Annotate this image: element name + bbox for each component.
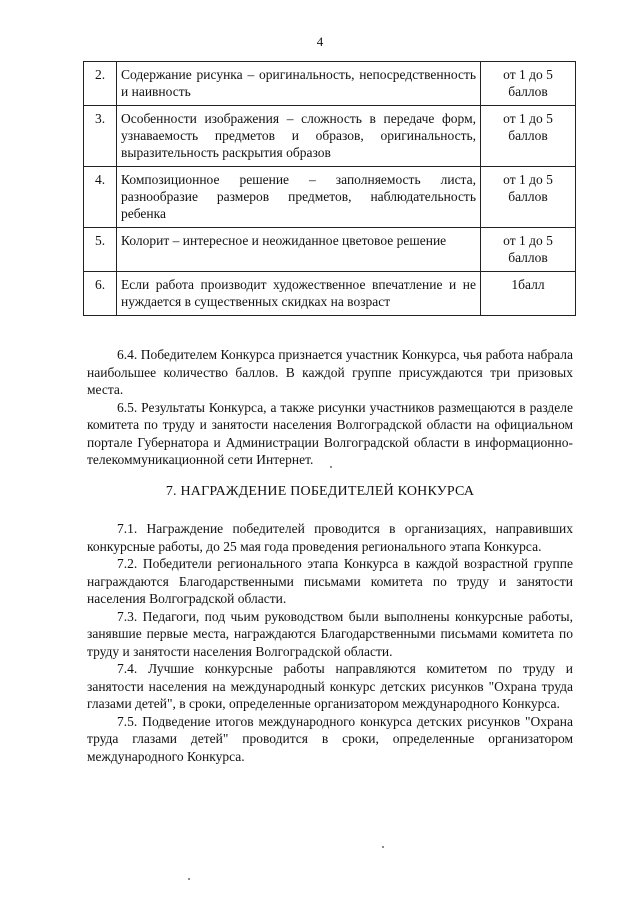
criterion-text: Особенности изображения – сложность в передаче форм, узнаваемость предметов и образов, оригинальность, выразительность раскрытия образов bbox=[117, 106, 481, 167]
criterion-score: от 1 до 5 баллов bbox=[481, 167, 576, 228]
paragraph-7-5: 7.5. Подведение итогов международного конкурса детских рисунков "Охрана труда глазами детей" проводится в сроки, определенные организатором международного Конкурса. bbox=[87, 713, 573, 764]
criterion-text: Содержание рисунка – оригинальность, непосредственность и наивность bbox=[117, 62, 481, 106]
row-number: 2. bbox=[84, 62, 117, 106]
table-row bbox=[84, 62, 576, 106]
scan-speck bbox=[188, 878, 190, 880]
criterion-score: 1балл bbox=[481, 272, 576, 316]
criterion-text: Композиционное решение – заполняемость листа, разнообразие размеров предметов, наблюдательность ребенка bbox=[117, 167, 481, 228]
paragraph-7-3: 7.3. Педагоги, под чьим руководством были выполнены конкурсные работы, занявшие первые места, награждаются Благодарственными письмами комитета по труду и занятости населения Волгоградской области. bbox=[87, 608, 573, 659]
row-number: 3. bbox=[84, 106, 117, 167]
row-number: 5. bbox=[84, 228, 117, 272]
paragraph-7-2: 7.2. Победители регионального этапа Конкурса в каждой возрастной группе награждаются Благодарственными письмами комитета по труду и занятости населения Волгоградской области. bbox=[87, 556, 573, 606]
row-number: 4. bbox=[84, 167, 117, 228]
paragraph-6-4: 6.4. Победителем Конкурса признается участник Конкурса, чья работа набрала наибольшее количество баллов. В каждой группе присуждаются три призовых места. bbox=[87, 347, 573, 397]
table-row bbox=[84, 106, 576, 167]
criterion-score: от 1 до 5 баллов bbox=[481, 106, 576, 167]
scan-speck bbox=[330, 466, 332, 468]
section-7-heading: 7. НАГРАЖДЕНИЕ ПОБЕДИТЕЛЕЙ КОНКУРСА bbox=[165, 484, 475, 499]
page-number: 4 bbox=[316, 34, 324, 49]
table-row bbox=[84, 167, 576, 228]
row-number: 6. bbox=[84, 272, 117, 316]
section-7-text bbox=[87, 520, 573, 765]
criterion-score: от 1 до 5 баллов bbox=[481, 62, 576, 106]
paragraph-7-4: 7.4. Лучшие конкурсные работы направляются комитетом по труду и занятости населения на международный конкурс детских рисунков "Охрана труда глазами детей", в сроки, определенные организатором международного Конкурса. bbox=[87, 661, 573, 711]
table-row bbox=[84, 228, 576, 272]
table-row bbox=[84, 272, 576, 316]
criterion-score: от 1 до 5 баллов bbox=[481, 228, 576, 272]
paragraph-7-1: 7.1. Награждение победителей проводится в организациях, направивших конкурсные работы, до 25 мая года проведения регионального этапа Конкурса. bbox=[87, 521, 573, 554]
criterion-text: Если работа производит художественное впечатление и не нуждается в существенных скидках на возраст bbox=[117, 272, 481, 316]
scan-speck bbox=[382, 846, 384, 848]
paragraph-6-5: 6.5. Результаты Конкурса, а также рисунки участников размещаются в разделе комитета по труду и занятости населения Волгоградской области на официальном портале Губернатора и Администрации Волгоградской области в информационно-телекоммуникационной сети Интернет. bbox=[87, 399, 573, 467]
criterion-text: Колорит – интересное и неожиданное цветовое решение bbox=[117, 228, 481, 272]
section-6-text bbox=[87, 346, 573, 469]
criteria-table bbox=[83, 61, 576, 316]
